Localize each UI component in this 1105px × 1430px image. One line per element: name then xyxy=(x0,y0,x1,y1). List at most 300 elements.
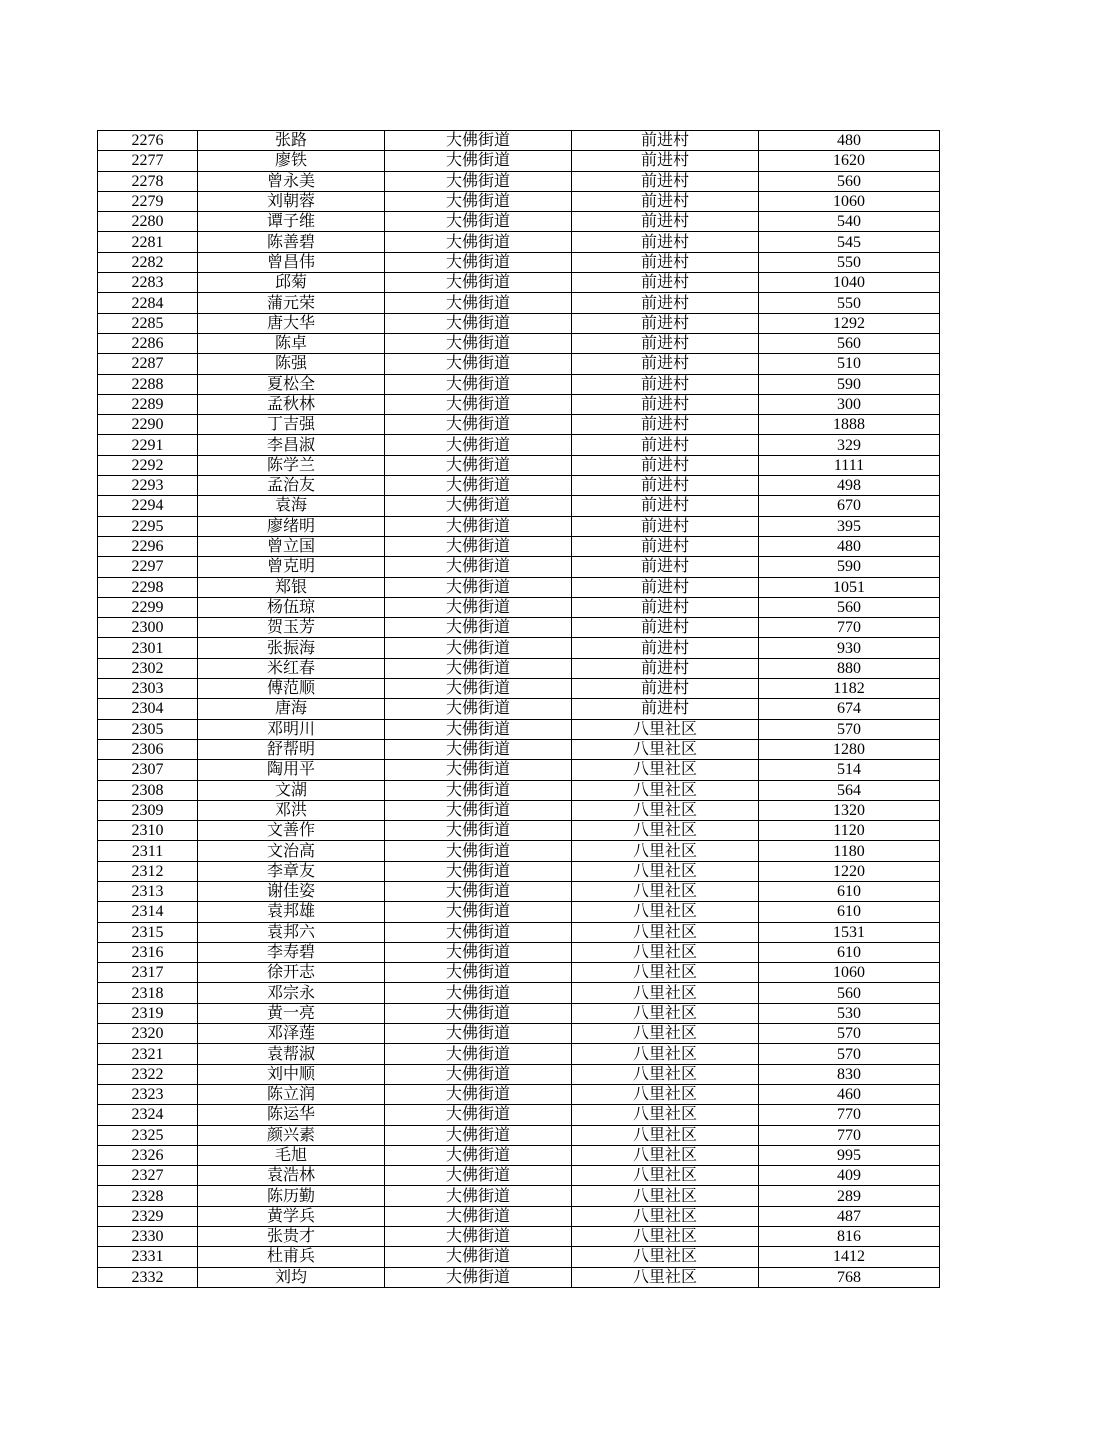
amount-cell: 530 xyxy=(759,1003,940,1023)
subdistrict-cell: 大佛街道 xyxy=(385,881,572,901)
name-cell: 舒帮明 xyxy=(198,739,385,759)
subdistrict-cell: 大佛街道 xyxy=(385,1145,572,1165)
table-row xyxy=(98,252,940,272)
community-cell: 前进村 xyxy=(572,455,759,475)
subdistrict-cell: 大佛街道 xyxy=(385,1267,572,1287)
row-number-cell: 2319 xyxy=(98,1003,198,1023)
table-row xyxy=(98,536,940,556)
community-cell: 八里社区 xyxy=(572,760,759,780)
table-row xyxy=(98,800,940,820)
name-cell: 邓明川 xyxy=(198,719,385,739)
amount-cell: 590 xyxy=(759,374,940,394)
community-cell: 八里社区 xyxy=(572,1105,759,1125)
table-row xyxy=(98,354,940,374)
name-cell: 孟治友 xyxy=(198,476,385,496)
row-number-cell: 2331 xyxy=(98,1247,198,1267)
subdistrict-cell: 大佛街道 xyxy=(385,679,572,699)
amount-cell: 674 xyxy=(759,699,940,719)
subdistrict-cell: 大佛街道 xyxy=(385,942,572,962)
amount-cell: 670 xyxy=(759,496,940,516)
subdistrict-cell: 大佛街道 xyxy=(385,1044,572,1064)
row-number-cell: 2314 xyxy=(98,902,198,922)
amount-cell: 1182 xyxy=(759,679,940,699)
community-cell: 前进村 xyxy=(572,699,759,719)
community-cell: 前进村 xyxy=(572,354,759,374)
name-cell: 李章友 xyxy=(198,861,385,881)
community-cell: 八里社区 xyxy=(572,1145,759,1165)
amount-cell: 289 xyxy=(759,1186,940,1206)
community-cell: 前进村 xyxy=(572,131,759,151)
row-number-cell: 2303 xyxy=(98,679,198,699)
community-cell: 八里社区 xyxy=(572,881,759,901)
subdistrict-cell: 大佛街道 xyxy=(385,536,572,556)
subdistrict-cell: 大佛街道 xyxy=(385,1084,572,1104)
row-number-cell: 2326 xyxy=(98,1145,198,1165)
amount-cell: 560 xyxy=(759,171,940,191)
table-row xyxy=(98,1044,940,1064)
row-number-cell: 2295 xyxy=(98,516,198,536)
community-cell: 八里社区 xyxy=(572,800,759,820)
name-cell: 曾昌伟 xyxy=(198,252,385,272)
table-row xyxy=(98,374,940,394)
row-number-cell: 2301 xyxy=(98,638,198,658)
amount-cell: 550 xyxy=(759,252,940,272)
row-number-cell: 2308 xyxy=(98,780,198,800)
name-cell: 夏松全 xyxy=(198,374,385,394)
amount-cell: 560 xyxy=(759,597,940,617)
community-cell: 前进村 xyxy=(572,333,759,353)
name-cell: 陈立润 xyxy=(198,1084,385,1104)
row-number-cell: 2321 xyxy=(98,1044,198,1064)
subdistrict-cell: 大佛街道 xyxy=(385,922,572,942)
subdistrict-cell: 大佛街道 xyxy=(385,902,572,922)
table-row xyxy=(98,333,940,353)
subdistrict-cell: 大佛街道 xyxy=(385,394,572,414)
table-row xyxy=(98,983,940,1003)
name-cell: 袁邦六 xyxy=(198,922,385,942)
amount-cell: 545 xyxy=(759,232,940,252)
name-cell: 唐海 xyxy=(198,699,385,719)
table-row xyxy=(98,841,940,861)
table-row xyxy=(98,739,940,759)
subdistrict-cell: 大佛街道 xyxy=(385,658,572,678)
amount-cell: 300 xyxy=(759,394,940,414)
table-row xyxy=(98,415,940,435)
name-cell: 陈历勤 xyxy=(198,1186,385,1206)
subdistrict-cell: 大佛街道 xyxy=(385,1247,572,1267)
subdistrict-cell: 大佛街道 xyxy=(385,821,572,841)
table-row xyxy=(98,922,940,942)
row-number-cell: 2298 xyxy=(98,577,198,597)
name-cell: 丁吉强 xyxy=(198,415,385,435)
subdistrict-cell: 大佛街道 xyxy=(385,739,572,759)
community-cell: 前进村 xyxy=(572,232,759,252)
name-cell: 孟秋林 xyxy=(198,394,385,414)
subdistrict-cell: 大佛街道 xyxy=(385,232,572,252)
name-cell: 谭子维 xyxy=(198,212,385,232)
row-number-cell: 2279 xyxy=(98,191,198,211)
name-cell: 文善作 xyxy=(198,821,385,841)
subdistrict-cell: 大佛街道 xyxy=(385,313,572,333)
row-number-cell: 2292 xyxy=(98,455,198,475)
row-number-cell: 2305 xyxy=(98,719,198,739)
community-cell: 前进村 xyxy=(572,151,759,171)
row-number-cell: 2290 xyxy=(98,415,198,435)
amount-cell: 1120 xyxy=(759,821,940,841)
amount-cell: 1040 xyxy=(759,273,940,293)
amount-cell: 1060 xyxy=(759,191,940,211)
table-row xyxy=(98,1064,940,1084)
amount-cell: 570 xyxy=(759,1024,940,1044)
table-body xyxy=(98,131,940,1288)
name-cell: 李昌淑 xyxy=(198,435,385,455)
amount-cell: 1220 xyxy=(759,861,940,881)
amount-cell: 564 xyxy=(759,780,940,800)
community-cell: 八里社区 xyxy=(572,1064,759,1084)
amount-cell: 590 xyxy=(759,557,940,577)
name-cell: 邱菊 xyxy=(198,273,385,293)
amount-cell: 1051 xyxy=(759,577,940,597)
row-number-cell: 2323 xyxy=(98,1084,198,1104)
row-number-cell: 2310 xyxy=(98,821,198,841)
subdistrict-cell: 大佛街道 xyxy=(385,333,572,353)
table-row xyxy=(98,942,940,962)
row-number-cell: 2291 xyxy=(98,435,198,455)
row-number-cell: 2280 xyxy=(98,212,198,232)
amount-cell: 570 xyxy=(759,719,940,739)
subdistrict-cell: 大佛街道 xyxy=(385,435,572,455)
table-row xyxy=(98,861,940,881)
name-cell: 谢佳姿 xyxy=(198,881,385,901)
subdistrict-cell: 大佛街道 xyxy=(385,415,572,435)
community-cell: 八里社区 xyxy=(572,1166,759,1186)
table-row xyxy=(98,232,940,252)
table-row xyxy=(98,273,940,293)
amount-cell: 880 xyxy=(759,658,940,678)
community-cell: 八里社区 xyxy=(572,1247,759,1267)
name-cell: 张路 xyxy=(198,131,385,151)
table-row xyxy=(98,394,940,414)
community-cell: 前进村 xyxy=(572,394,759,414)
amount-cell: 768 xyxy=(759,1267,940,1287)
subdistrict-cell: 大佛街道 xyxy=(385,861,572,881)
amount-cell: 498 xyxy=(759,476,940,496)
amount-cell: 510 xyxy=(759,354,940,374)
subdistrict-cell: 大佛街道 xyxy=(385,841,572,861)
row-number-cell: 2306 xyxy=(98,739,198,759)
community-cell: 八里社区 xyxy=(572,942,759,962)
name-cell: 陶用平 xyxy=(198,760,385,780)
subdistrict-cell: 大佛街道 xyxy=(385,496,572,516)
name-cell: 唐大华 xyxy=(198,313,385,333)
name-cell: 邓泽莲 xyxy=(198,1024,385,1044)
community-cell: 前进村 xyxy=(572,313,759,333)
table-row xyxy=(98,1166,940,1186)
row-number-cell: 2297 xyxy=(98,557,198,577)
row-number-cell: 2307 xyxy=(98,760,198,780)
row-number-cell: 2282 xyxy=(98,252,198,272)
subdistrict-cell: 大佛街道 xyxy=(385,374,572,394)
name-cell: 杨伍琼 xyxy=(198,597,385,617)
row-number-cell: 2322 xyxy=(98,1064,198,1084)
row-number-cell: 2330 xyxy=(98,1227,198,1247)
row-number-cell: 2296 xyxy=(98,536,198,556)
table-row xyxy=(98,313,940,333)
community-cell: 前进村 xyxy=(572,212,759,232)
amount-cell: 1180 xyxy=(759,841,940,861)
row-number-cell: 2277 xyxy=(98,151,198,171)
amount-cell: 570 xyxy=(759,1044,940,1064)
row-number-cell: 2293 xyxy=(98,476,198,496)
table-row xyxy=(98,293,940,313)
community-cell: 前进村 xyxy=(572,618,759,638)
row-number-cell: 2285 xyxy=(98,313,198,333)
community-cell: 八里社区 xyxy=(572,1267,759,1287)
community-cell: 前进村 xyxy=(572,415,759,435)
name-cell: 文湖 xyxy=(198,780,385,800)
amount-cell: 560 xyxy=(759,983,940,1003)
subdistrict-cell: 大佛街道 xyxy=(385,699,572,719)
subdistrict-cell: 大佛街道 xyxy=(385,1024,572,1044)
amount-cell: 1620 xyxy=(759,151,940,171)
subdistrict-cell: 大佛街道 xyxy=(385,963,572,983)
amount-cell: 1531 xyxy=(759,922,940,942)
amount-cell: 770 xyxy=(759,618,940,638)
amount-cell: 930 xyxy=(759,638,940,658)
row-number-cell: 2299 xyxy=(98,597,198,617)
community-cell: 前进村 xyxy=(572,252,759,272)
table-row xyxy=(98,1247,940,1267)
amount-cell: 460 xyxy=(759,1084,940,1104)
row-number-cell: 2327 xyxy=(98,1166,198,1186)
subdistrict-cell: 大佛街道 xyxy=(385,151,572,171)
amount-cell: 1292 xyxy=(759,313,940,333)
community-cell: 八里社区 xyxy=(572,1044,759,1064)
table-row xyxy=(98,1105,940,1125)
row-number-cell: 2325 xyxy=(98,1125,198,1145)
row-number-cell: 2278 xyxy=(98,171,198,191)
table-row xyxy=(98,638,940,658)
amount-cell: 540 xyxy=(759,212,940,232)
community-cell: 八里社区 xyxy=(572,719,759,739)
name-cell: 邓宗永 xyxy=(198,983,385,1003)
name-cell: 黄一亮 xyxy=(198,1003,385,1023)
table-row xyxy=(98,557,940,577)
subdistrict-cell: 大佛街道 xyxy=(385,1064,572,1084)
table-row xyxy=(98,151,940,171)
name-cell: 张贵才 xyxy=(198,1227,385,1247)
table-row xyxy=(98,171,940,191)
table-row xyxy=(98,1024,940,1044)
name-cell: 刘朝蓉 xyxy=(198,191,385,211)
table-row xyxy=(98,1125,940,1145)
amount-cell: 610 xyxy=(759,881,940,901)
name-cell: 袁帮淑 xyxy=(198,1044,385,1064)
table-row xyxy=(98,821,940,841)
amount-cell: 610 xyxy=(759,942,940,962)
row-number-cell: 2316 xyxy=(98,942,198,962)
table-row xyxy=(98,435,940,455)
subdistrict-cell: 大佛街道 xyxy=(385,1206,572,1226)
row-number-cell: 2332 xyxy=(98,1267,198,1287)
subdistrict-cell: 大佛街道 xyxy=(385,455,572,475)
row-number-cell: 2286 xyxy=(98,333,198,353)
amount-cell: 329 xyxy=(759,435,940,455)
table-row xyxy=(98,1084,940,1104)
community-cell: 前进村 xyxy=(572,679,759,699)
community-cell: 前进村 xyxy=(572,374,759,394)
name-cell: 曾永美 xyxy=(198,171,385,191)
subdistrict-cell: 大佛街道 xyxy=(385,780,572,800)
subdistrict-cell: 大佛街道 xyxy=(385,618,572,638)
data-table xyxy=(97,130,940,1288)
amount-cell: 395 xyxy=(759,516,940,536)
row-number-cell: 2315 xyxy=(98,922,198,942)
community-cell: 八里社区 xyxy=(572,983,759,1003)
subdistrict-cell: 大佛街道 xyxy=(385,171,572,191)
subdistrict-cell: 大佛街道 xyxy=(385,273,572,293)
row-number-cell: 2281 xyxy=(98,232,198,252)
row-number-cell: 2300 xyxy=(98,618,198,638)
subdistrict-cell: 大佛街道 xyxy=(385,212,572,232)
amount-cell: 1060 xyxy=(759,963,940,983)
community-cell: 前进村 xyxy=(572,557,759,577)
community-cell: 八里社区 xyxy=(572,1227,759,1247)
table-row xyxy=(98,516,940,536)
name-cell: 徐开志 xyxy=(198,963,385,983)
subdistrict-cell: 大佛街道 xyxy=(385,983,572,1003)
table-row xyxy=(98,191,940,211)
name-cell: 毛旭 xyxy=(198,1145,385,1165)
name-cell: 颜兴素 xyxy=(198,1125,385,1145)
name-cell: 蒲元荣 xyxy=(198,293,385,313)
community-cell: 八里社区 xyxy=(572,1206,759,1226)
amount-cell: 1111 xyxy=(759,455,940,475)
amount-cell: 816 xyxy=(759,1227,940,1247)
community-cell: 前进村 xyxy=(572,597,759,617)
name-cell: 陈学兰 xyxy=(198,455,385,475)
table-row xyxy=(98,1227,940,1247)
community-cell: 八里社区 xyxy=(572,739,759,759)
name-cell: 陈强 xyxy=(198,354,385,374)
name-cell: 杜甫兵 xyxy=(198,1247,385,1267)
name-cell: 廖绪明 xyxy=(198,516,385,536)
subdistrict-cell: 大佛街道 xyxy=(385,516,572,536)
amount-cell: 1280 xyxy=(759,739,940,759)
table-row xyxy=(98,902,940,922)
amount-cell: 995 xyxy=(759,1145,940,1165)
community-cell: 八里社区 xyxy=(572,1125,759,1145)
name-cell: 袁邦雄 xyxy=(198,902,385,922)
amount-cell: 1412 xyxy=(759,1247,940,1267)
community-cell: 八里社区 xyxy=(572,841,759,861)
name-cell: 李寿碧 xyxy=(198,942,385,962)
subdistrict-cell: 大佛街道 xyxy=(385,557,572,577)
community-cell: 八里社区 xyxy=(572,922,759,942)
community-cell: 八里社区 xyxy=(572,1003,759,1023)
community-cell: 前进村 xyxy=(572,536,759,556)
name-cell: 陈善碧 xyxy=(198,232,385,252)
name-cell: 贺玉芳 xyxy=(198,618,385,638)
subdistrict-cell: 大佛街道 xyxy=(385,252,572,272)
table-row xyxy=(98,760,940,780)
subdistrict-cell: 大佛街道 xyxy=(385,293,572,313)
amount-cell: 409 xyxy=(759,1166,940,1186)
table-row xyxy=(98,658,940,678)
subdistrict-cell: 大佛街道 xyxy=(385,800,572,820)
table-row xyxy=(98,597,940,617)
name-cell: 米红春 xyxy=(198,658,385,678)
row-number-cell: 2276 xyxy=(98,131,198,151)
name-cell: 曾克明 xyxy=(198,557,385,577)
row-number-cell: 2324 xyxy=(98,1105,198,1125)
name-cell: 袁海 xyxy=(198,496,385,516)
community-cell: 八里社区 xyxy=(572,963,759,983)
amount-cell: 1888 xyxy=(759,415,940,435)
community-cell: 八里社区 xyxy=(572,780,759,800)
amount-cell: 830 xyxy=(759,1064,940,1084)
subdistrict-cell: 大佛街道 xyxy=(385,1166,572,1186)
table-row xyxy=(98,1003,940,1023)
row-number-cell: 2328 xyxy=(98,1186,198,1206)
row-number-cell: 2313 xyxy=(98,881,198,901)
community-cell: 前进村 xyxy=(572,496,759,516)
community-cell: 八里社区 xyxy=(572,1024,759,1044)
community-cell: 八里社区 xyxy=(572,902,759,922)
row-number-cell: 2329 xyxy=(98,1206,198,1226)
row-number-cell: 2287 xyxy=(98,354,198,374)
row-number-cell: 2311 xyxy=(98,841,198,861)
table-row xyxy=(98,212,940,232)
name-cell: 傅范顺 xyxy=(198,679,385,699)
name-cell: 黄学兵 xyxy=(198,1206,385,1226)
community-cell: 八里社区 xyxy=(572,1186,759,1206)
amount-cell: 487 xyxy=(759,1206,940,1226)
subdistrict-cell: 大佛街道 xyxy=(385,597,572,617)
table-row xyxy=(98,1145,940,1165)
row-number-cell: 2320 xyxy=(98,1024,198,1044)
table-row xyxy=(98,1206,940,1226)
table-row xyxy=(98,1267,940,1287)
name-cell: 曾立国 xyxy=(198,536,385,556)
community-cell: 前进村 xyxy=(572,191,759,211)
community-cell: 八里社区 xyxy=(572,861,759,881)
community-cell: 前进村 xyxy=(572,658,759,678)
row-number-cell: 2294 xyxy=(98,496,198,516)
amount-cell: 480 xyxy=(759,536,940,556)
amount-cell: 560 xyxy=(759,333,940,353)
community-cell: 前进村 xyxy=(572,435,759,455)
subdistrict-cell: 大佛街道 xyxy=(385,191,572,211)
community-cell: 前进村 xyxy=(572,171,759,191)
table-row xyxy=(98,476,940,496)
table-row xyxy=(98,780,940,800)
subdistrict-cell: 大佛街道 xyxy=(385,1105,572,1125)
amount-cell: 770 xyxy=(759,1105,940,1125)
subdistrict-cell: 大佛街道 xyxy=(385,131,572,151)
amount-cell: 514 xyxy=(759,760,940,780)
name-cell: 袁浩林 xyxy=(198,1166,385,1186)
community-cell: 八里社区 xyxy=(572,1084,759,1104)
table-row xyxy=(98,719,940,739)
amount-cell: 480 xyxy=(759,131,940,151)
subdistrict-cell: 大佛街道 xyxy=(385,1125,572,1145)
table-row xyxy=(98,496,940,516)
name-cell: 陈卓 xyxy=(198,333,385,353)
table-row xyxy=(98,679,940,699)
subdistrict-cell: 大佛街道 xyxy=(385,476,572,496)
subdistrict-cell: 大佛街道 xyxy=(385,354,572,374)
